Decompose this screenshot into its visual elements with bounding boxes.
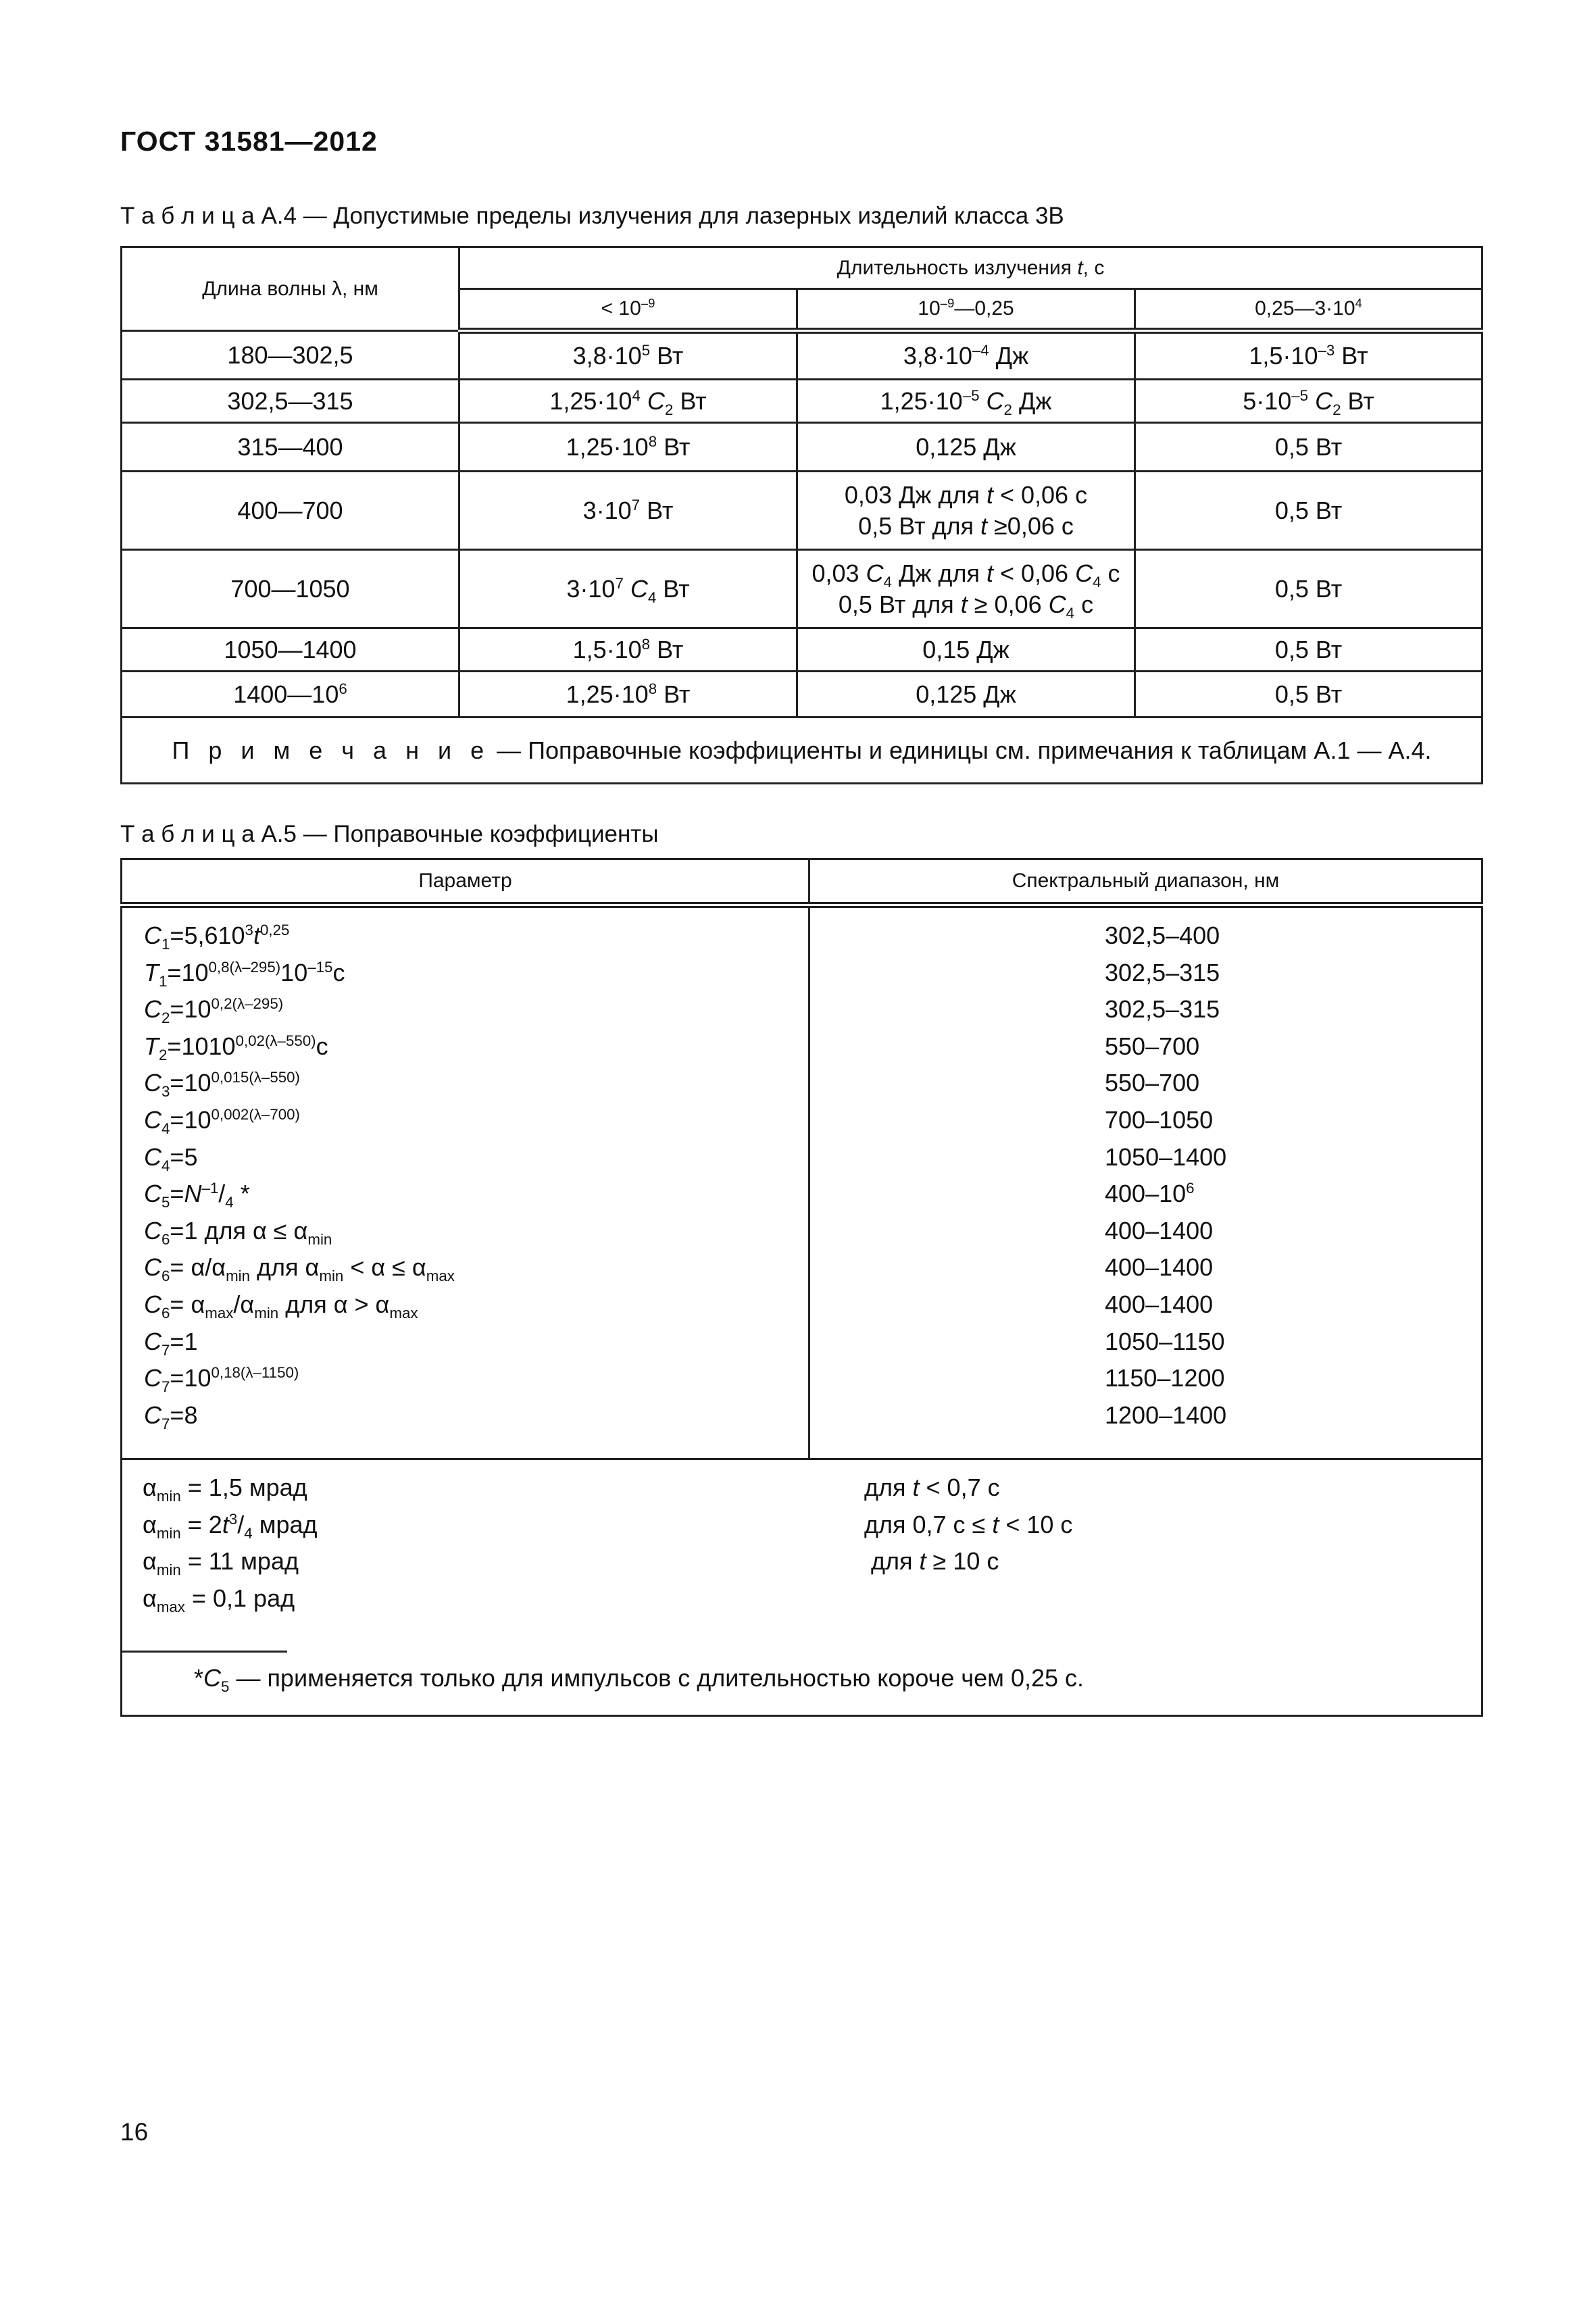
subheader-3: $0,25—3\cdot 10^4$ (1135, 289, 1482, 331)
list-item: $\alpha_{min} = 11$ мрад (143, 1547, 299, 1579)
list-item: 400–1400 (1105, 1216, 1214, 1244)
list-item: для t < 0,7 с (864, 1474, 1000, 1501)
footnote: $*C_5$ — применяется только для импульсов с длительностью короче чем 0,25 с. (194, 1664, 1084, 1696)
list-item: 302,5–315 (1105, 995, 1220, 1024)
table-a5 (120, 858, 1483, 1717)
table-a4 (120, 246, 1483, 784)
col-header-range: Спектральный диапазон, нм (809, 859, 1482, 905)
list-item: $C_7=8$ (144, 1401, 198, 1432)
list-item: $C_1=5,610^3t^{0,25}$ (144, 922, 290, 953)
list-item: $C_6=1$ для $\alpha \le \alpha_{min}$ (144, 1216, 332, 1248)
list-item: 1050–1150 (1105, 1327, 1225, 1355)
list-item: $C_4=10^{0,002(\lambda-700)}$ (144, 1105, 300, 1138)
list-item: 302,5–400 (1105, 922, 1220, 949)
subheader-2: $10^{-9}—0,25$ (797, 289, 1135, 331)
list-item: $\alpha_{min} = 2t^3/_4$ мрад (143, 1510, 318, 1542)
list-item: 302,5–315 (1105, 958, 1220, 986)
list-item: 1050–1400 (1105, 1142, 1227, 1171)
list-item: $C_2=10^{0,2(\lambda-295)}$ (144, 995, 284, 1027)
list-item: 400–1400 (1105, 1290, 1214, 1318)
list-item: $C_3=10^{0,015(\lambda-550)}$ (144, 1069, 300, 1101)
table4-note: П р и м е ч а н и е — Поправочные коэффициенты и единицы см. примечания к таблицам А.1 — А.4. (122, 718, 1482, 784)
col-header-duration: Длительность излучения t, с (459, 247, 1482, 289)
list-item: $\alpha_{max} = 0,1$ рад (143, 1584, 295, 1615)
list-item: 550–700 (1105, 1032, 1200, 1060)
table-row: 1050—1400 $1,5\cdot 10^8$ Вт 0,15 Дж 0,5 Вт (122, 628, 1482, 672)
table-row: 400—700 $3\cdot 10^7$ Вт 0,03 Дж для t < 0,06 с 0,5 Вт для t ≥0,06 с 0,5 Вт (122, 472, 1482, 550)
subheader-1: < $10^{-9}$ (459, 289, 797, 331)
param-list (122, 905, 809, 1459)
list-item: $C_5=N^{-1}/_4$ * (144, 1180, 250, 1211)
page-number: 16 (120, 2118, 149, 2146)
table-note-row (122, 718, 1482, 784)
list-item: 700–1050 (1105, 1105, 1214, 1134)
list-item: 1150–1200 (1105, 1364, 1225, 1392)
alpha-notes-cell (122, 1459, 1482, 1716)
table4-caption: Т а б л и ц а А.4 — Допустимые пределы излучения для лазерных изделий класса 3В (120, 203, 1064, 229)
list-item: 1200–1400 (1105, 1401, 1227, 1429)
table5-caption: Т а б л и ц а А.5 — Поправочные коэффициенты (120, 821, 659, 847)
table-row: 315—400 $1,25\cdot 10^8$ Вт 0,125 Дж 0,5 Вт (122, 423, 1482, 472)
list-item: $C_7=1$ (144, 1327, 198, 1359)
document-header: ГОСТ 31581—2012 (120, 126, 378, 157)
alpha-right-list (864, 1469, 1405, 1580)
list-item: $C_6= \alpha/\alpha_{min}$ для $\alpha_{min} < \alpha \le \alpha_{max}$ (144, 1253, 455, 1285)
alpha-left-list (143, 1469, 683, 1617)
list-item: $C_6= \alpha_{max}/\alpha_{min}$ для $\alpha > \alpha_{max}$ (144, 1290, 418, 1322)
range-list (809, 905, 1482, 1459)
list-item: 550–700 (1105, 1069, 1200, 1097)
list-item: $C_7=10^{0,18(\lambda-1150)}$ (144, 1364, 299, 1396)
list-item: $\alpha_{min} = 1,5$ мрад (143, 1474, 307, 1505)
table-row: 302,5—315 $1,25\cdot 10^4$ $C_2$ Вт $1,25\cdot 10^{-5}$ $C_2$ Дж $5\cdot 10^{-5}$ $C_2$ Вт (122, 380, 1482, 423)
list-item: 400–1400 (1105, 1253, 1214, 1282)
col-header-wavelength: Длина волны λ, нм (122, 247, 459, 331)
list-item: для t ≥ 10 с (864, 1547, 999, 1576)
table-row: 180—302,5 $3,8\cdot 10^5$ Вт $3,8\cdot 10^{-4}$ Дж $1,5\cdot 10^{-3}$ Вт (122, 331, 1482, 380)
col-header-param: Параметр (122, 859, 809, 905)
list-item: $T_1=10^{0,8(\lambda-295)}10^{-15}с$ (144, 958, 345, 990)
list-item: для 0,7 с ≤ t < 10 с (864, 1510, 1073, 1538)
footnote-rule (122, 1651, 287, 1653)
list-item: $T_2=1010^{0,02(\lambda-550)}с$ (144, 1032, 328, 1063)
table-row: 700—1050 $3\cdot 10^7$ $C_4$ Вт 0,03 $C_4$ Дж для t < 0,06 $C_4$ с 0,5 Вт для t ≥ 0,06 $C_4$ с 0,5 Вт (122, 550, 1482, 628)
list-item: $C_4=5$ (144, 1142, 198, 1174)
list-item: $400-10^6$ (1105, 1180, 1195, 1208)
table-row: $1400—10^6$ $1,25\cdot 10^8$ Вт 0,125 Дж 0,5 Вт (122, 672, 1482, 718)
